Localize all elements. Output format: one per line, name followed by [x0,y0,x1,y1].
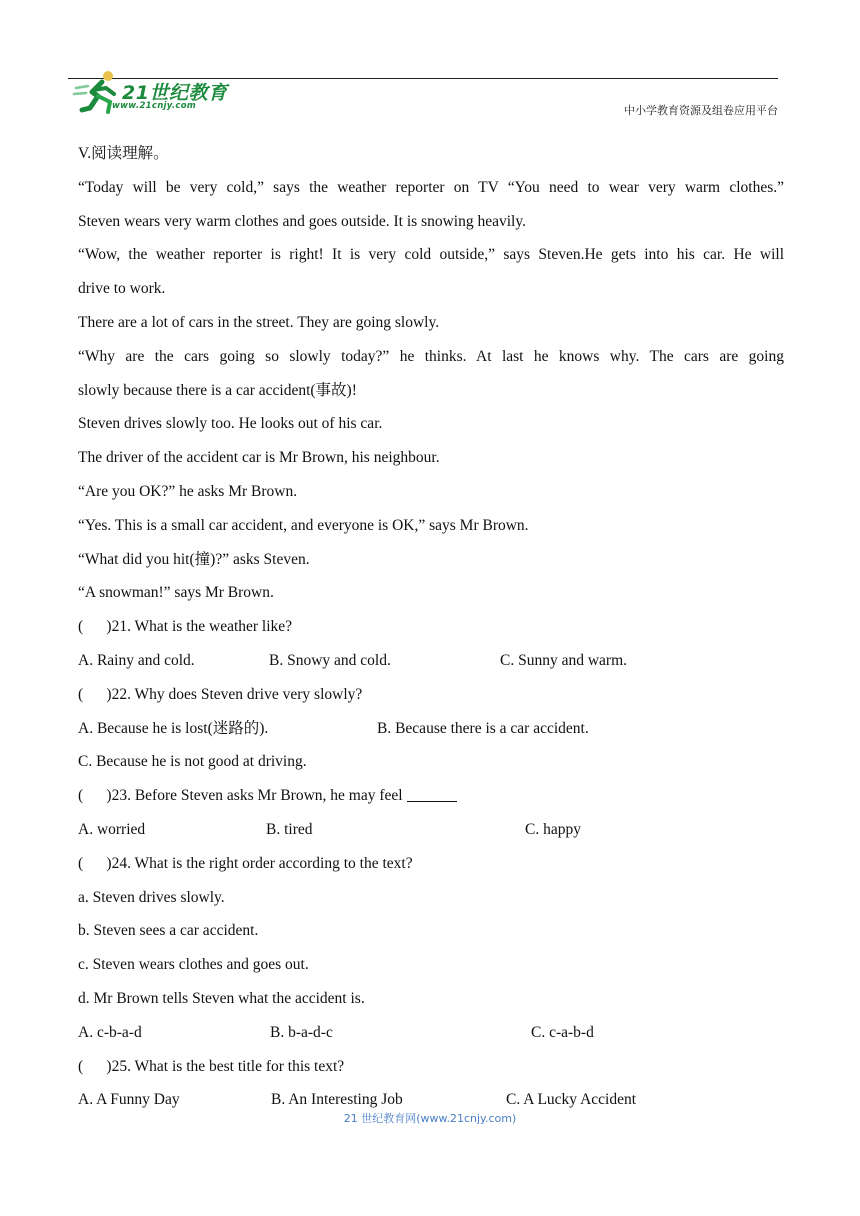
logo-brand: 21世纪教育 [122,82,228,104]
page-header [68,60,778,120]
passage-line: “Are you OK?” he asks Mr Brown. [78,482,298,500]
question-24-options [78,1016,784,1050]
logo-site: www.21cnjy.com [112,101,196,111]
question-23-text: ( )23. Before Steven asks Mr Brown, he may feel [78,787,403,805]
passage-line: There are a lot of cars in the street. They are going slowly. [78,313,440,331]
reading-section [78,137,784,1117]
passage-line: Steven drives slowly too. He looks out of his car. [78,415,383,433]
passage-line: “A snowman!” says Mr Brown. [78,584,274,602]
option-c: C. happy [525,820,581,838]
option-a: A. Rainy and cold. [78,651,195,669]
question-23-options [78,813,784,847]
option-a: A. c-b-a-d [78,1023,142,1041]
option-c: C. Because he is not good at driving. [78,753,307,771]
section-title: V.阅读理解。 [78,145,169,162]
question-21-stem: ( )21. What is the weather like? [78,618,293,636]
order-item: c. Steven wears clothes and goes out. [78,956,309,974]
order-item: b. Steven sees a car accident. [78,922,259,940]
passage-line: “Yes. This is a small car accident, and everyone is OK,” says Mr Brown. [78,516,529,534]
option-b: B. Because there is a car accident. [377,719,589,737]
option-a: A. Because he is lost(迷路的). [78,719,269,737]
option-a: A. A Funny Day [78,1091,180,1109]
page-footer: 21 世纪教育网(www.21cnjy.com) [343,1112,517,1125]
order-item: d. Mr Brown tells Steven what the accident is. [78,989,365,1007]
option-b: B. An Interesting Job [271,1091,403,1109]
order-item: a. Steven drives slowly. [78,888,225,906]
passage-line: “Why are the cars going so slowly today?” he thinks. At last he knows why. The cars are going [78,347,784,365]
question-24-stem: ( )24. What is the right order according to the text? [78,854,413,872]
answer-blank [407,800,457,802]
passage-line: drive to work. [78,280,166,298]
passage-line: Steven wears very warm clothes and goes outside. It is snowing heavily. [78,212,526,230]
option-a: A. worried [78,820,146,838]
option-b: B. tired [266,820,313,838]
question-25-stem: ( )25. What is the best title for this text? [78,1057,345,1075]
option-c: C. A Lucky Accident [506,1091,637,1109]
question-22-stem: ( )22. Why does Steven drive very slowly? [78,685,363,703]
question-23-stem [78,779,784,813]
passage-line: slowly because there is a car accident(事故)! [78,381,357,399]
option-b: B. Snowy and cold. [269,651,391,669]
logo [72,68,247,116]
option-c: C. c-a-b-d [531,1023,594,1041]
passage-line: The driver of the accident car is Mr Brown, his neighbour. [78,449,440,467]
header-slogan: 中小学教育资源及组卷应用平台 [624,104,778,117]
passage-line: “What did you hit(撞)?” asks Steven. [78,550,310,568]
passage-line: “Wow, the weather reporter is right! It is very cold outside,” says Steven.He gets into his car. He will [78,246,784,264]
question-21-options [78,644,784,678]
passage-line: “Today will be very cold,” says the weather reporter on TV “You need to wear very warm clothes.” [78,178,784,196]
question-22-options [78,712,784,746]
option-c: C. Sunny and warm. [500,651,628,669]
option-b: B. b-a-d-c [270,1023,333,1041]
